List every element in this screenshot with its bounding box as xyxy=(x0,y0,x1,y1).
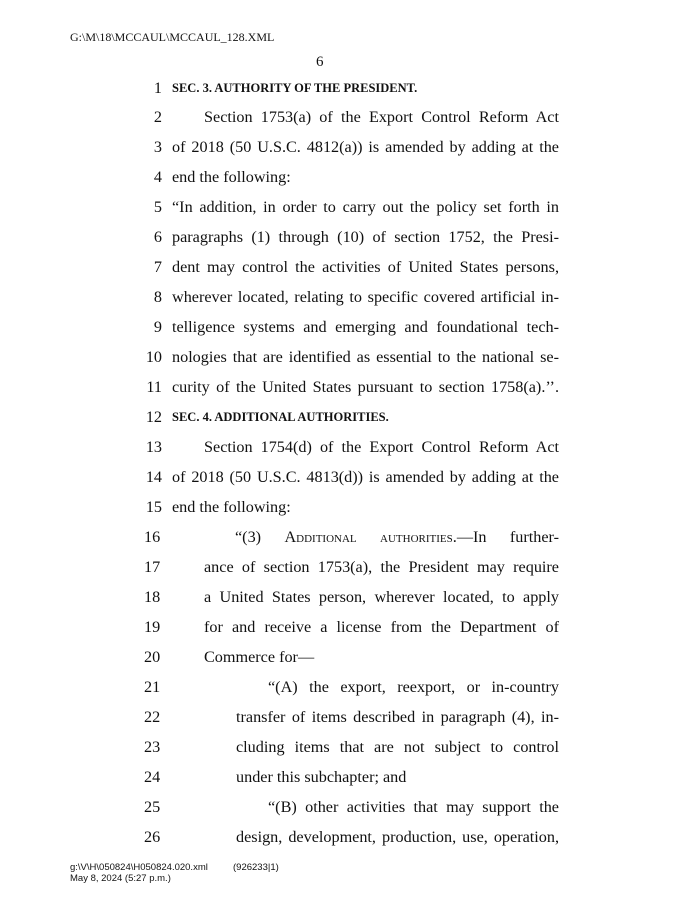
line-text: transfer of items described in paragraph (4), in- xyxy=(236,708,559,726)
document-line xyxy=(0,586,700,608)
document-line xyxy=(0,77,700,99)
document-line xyxy=(0,496,700,518)
page-footer xyxy=(70,862,279,884)
line-text: Commerce for— xyxy=(204,648,315,666)
line-number: 5 xyxy=(153,198,162,216)
line-number: 10 xyxy=(145,348,162,366)
document-line xyxy=(0,676,700,698)
line-number: 7 xyxy=(153,258,162,276)
line-text: end the following: xyxy=(172,168,291,186)
line-text: paragraphs (1) through (10) of section 1752, the Presi- xyxy=(172,228,559,246)
line-number: 25 xyxy=(144,798,161,816)
document-line xyxy=(0,226,700,248)
line-text: a United States person, wherever located, to apply xyxy=(204,588,559,606)
document-line xyxy=(0,256,700,278)
line-number: 17 xyxy=(144,558,161,576)
line-number: 20 xyxy=(144,648,161,666)
document-line xyxy=(0,616,700,638)
file-path-header: G:\M\18\MCCAUL\MCCAUL_128.XML xyxy=(70,30,275,44)
document-line xyxy=(0,766,700,788)
line-number: 12 xyxy=(145,408,162,426)
line-number: 9 xyxy=(153,318,162,336)
line-text: “In addition, in order to carry out the policy set forth in xyxy=(172,198,559,216)
line-number: 14 xyxy=(145,468,162,486)
line-text: “(A) the export, reexport, or in-country xyxy=(268,678,559,696)
line-number: 13 xyxy=(145,438,162,456)
line-text: telligence systems and emerging and foundational tech- xyxy=(172,318,559,336)
paragraph-heading-line xyxy=(235,526,559,548)
line-text: cluding items that are not subject to control xyxy=(236,738,559,756)
document-line xyxy=(0,826,700,848)
document-line xyxy=(0,736,700,758)
line-number: 22 xyxy=(144,708,161,726)
line-text: Section 1754(d) of the Export Control Reform Act xyxy=(204,438,559,456)
line-number: 4 xyxy=(153,168,162,186)
document-line xyxy=(0,286,700,308)
document-line xyxy=(0,166,700,188)
line-number: 16 xyxy=(144,528,161,546)
line-number: 3 xyxy=(153,138,162,156)
line-number: 8 xyxy=(153,288,162,306)
document-line xyxy=(0,376,700,398)
line-text: nologies that are identified as essential to the national se- xyxy=(172,348,559,366)
document-line xyxy=(0,406,700,428)
line-number: 18 xyxy=(144,588,161,606)
line-number: 15 xyxy=(145,498,162,516)
line-text: for and receive a license from the Department of xyxy=(204,618,559,636)
line-number: 6 xyxy=(153,228,162,246)
line-text: under this subchapter; and xyxy=(236,768,407,786)
document-line xyxy=(0,646,700,668)
section-heading: SEC. 4. ADDITIONAL AUTHORITIES. xyxy=(172,410,389,424)
document-line xyxy=(0,346,700,368)
section-heading: SEC. 3. AUTHORITY OF THE PRESIDENT. xyxy=(172,81,418,95)
line-number: 24 xyxy=(144,768,161,786)
line-text: “(B) other activities that may support the xyxy=(268,798,559,816)
line-text: of 2018 (50 U.S.C. 4813(d)) is amended by adding at the xyxy=(172,468,559,486)
document-line xyxy=(0,526,700,548)
footer-source-path: g:\V\H\050824\H050824.020.xml xyxy=(70,862,208,873)
document-line xyxy=(0,796,700,818)
document-line xyxy=(0,136,700,158)
line-text: end the following: xyxy=(172,498,291,516)
document-line xyxy=(0,706,700,728)
document-line xyxy=(0,436,700,458)
line-text: of 2018 (50 U.S.C. 4812(a)) is amended by adding at the xyxy=(172,138,559,156)
line-number: 11 xyxy=(146,378,162,396)
document-line xyxy=(0,466,700,488)
document-line xyxy=(0,556,700,578)
paragraph-prefix: “(3) xyxy=(235,528,285,546)
line-number: 2 xyxy=(153,108,162,126)
line-number: 21 xyxy=(144,678,161,696)
paragraph-suffix: .—In further- xyxy=(452,528,559,546)
document-line xyxy=(0,196,700,218)
page-number: 6 xyxy=(316,54,324,70)
line-text: Section 1753(a) of the Export Control Reform Act xyxy=(204,108,559,126)
document-line xyxy=(0,106,700,128)
document-line xyxy=(0,316,700,338)
line-number: 19 xyxy=(144,618,161,636)
line-text: wherever located, relating to specific covered artificial in- xyxy=(172,288,559,306)
paragraph-heading: Additional authorities xyxy=(284,528,453,546)
line-text: dent may control the activities of United States persons, xyxy=(172,258,559,276)
line-text: ance of section 1753(a), the President may require xyxy=(204,558,559,576)
line-text: design, development, production, use, operation, xyxy=(236,828,559,846)
line-text: curity of the United States pursuant to section 1758(a).’’. xyxy=(172,378,559,396)
footer-document-code: (926233|1) xyxy=(233,862,279,873)
line-number: 26 xyxy=(144,828,161,846)
footer-timestamp: May 8, 2024 (5:27 p.m.) xyxy=(70,873,171,884)
line-number: 23 xyxy=(144,738,161,756)
line-number: 1 xyxy=(153,79,162,97)
